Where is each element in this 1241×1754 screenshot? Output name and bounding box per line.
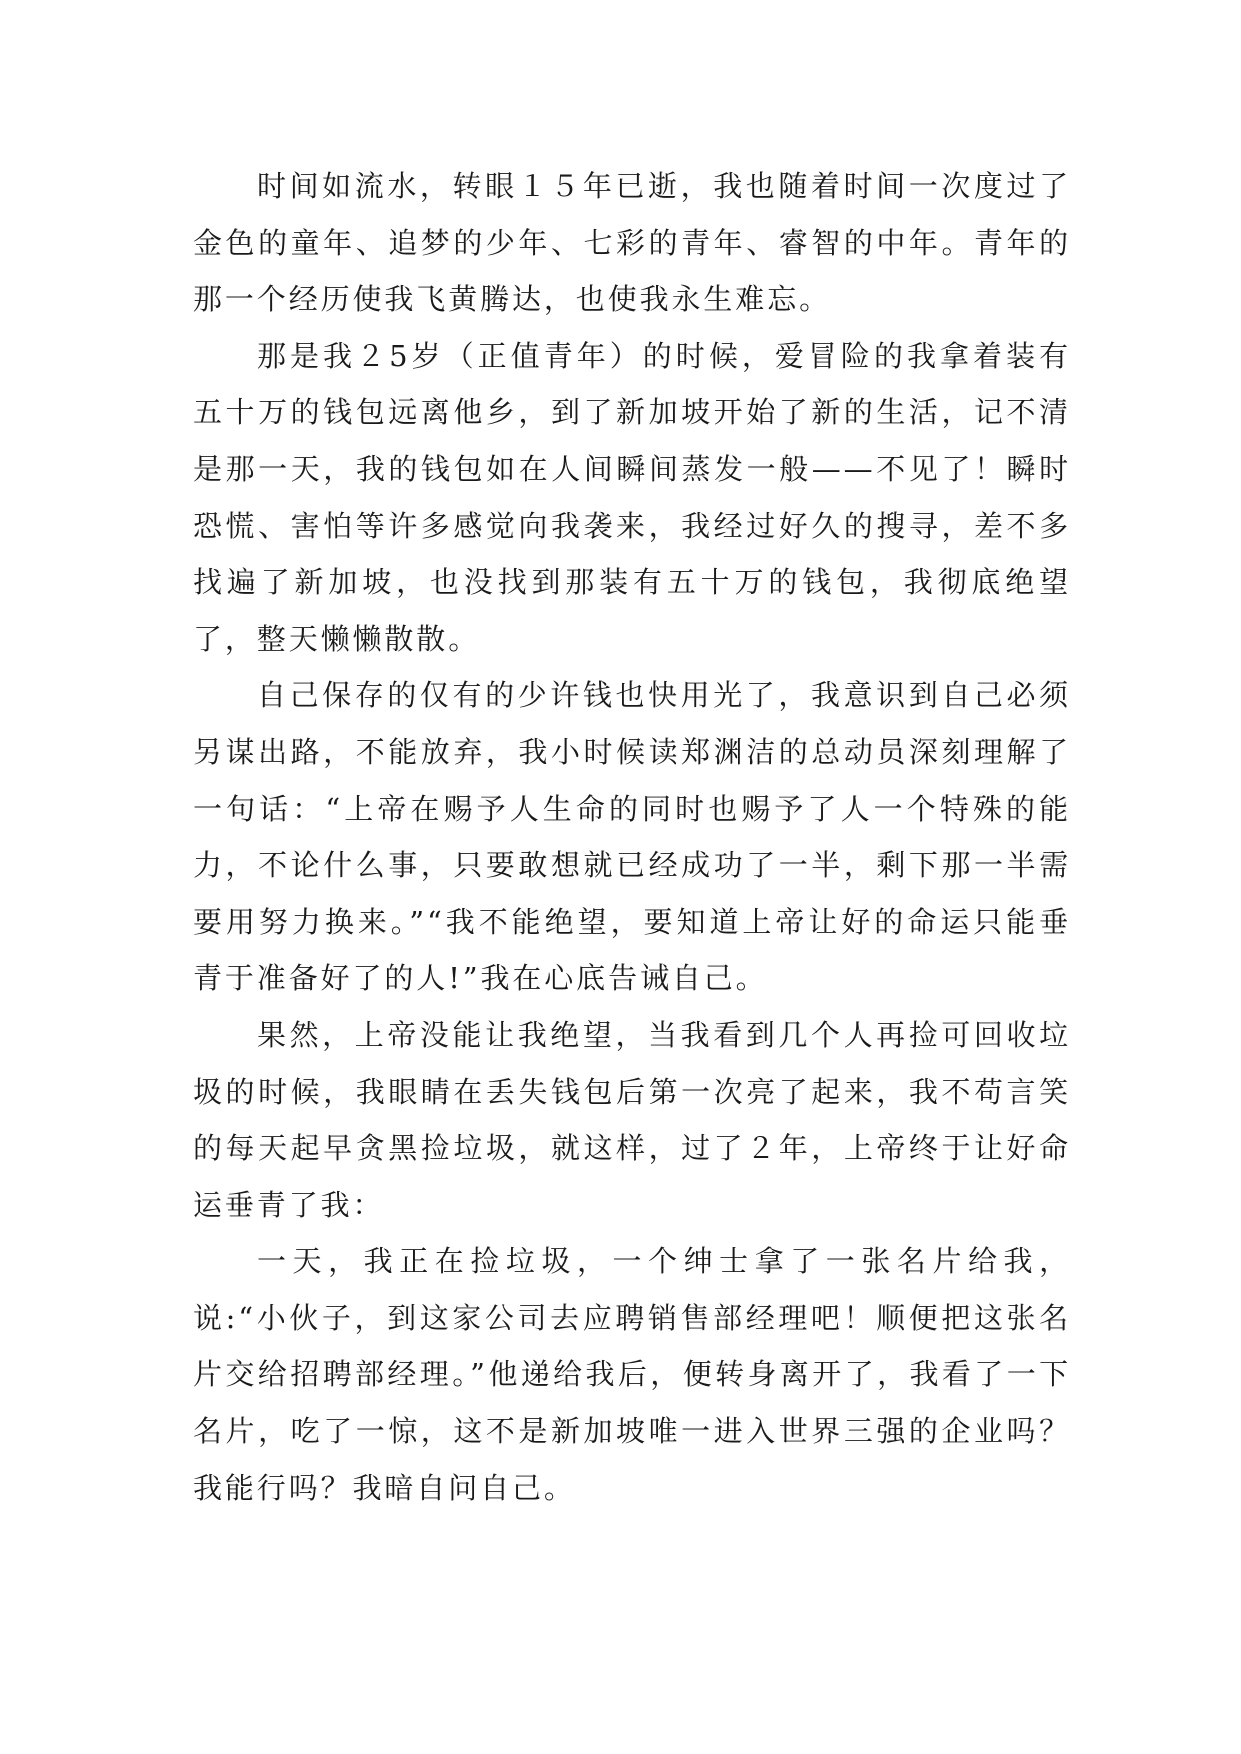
paragraph-1: 时间如流水，转眼１５年已逝，我也随着时间一次度过了金色的童年、追梦的少年、七彩的青年、睿智的中年。青年的那一个经历使我飞黄腾达，也使我永生难忘。 xyxy=(193,169,1071,317)
paragraph-4: 果然，上帝没能让我绝望，当我看到几个人再捡可回收垃圾的时候，我眼睛在丢失钱包后第一次亮了起来，我不苟言笑的每天起早贪黑捡垃圾，就这样，过了２年，上帝终于让好命运垂青了我： xyxy=(193,1017,1071,1222)
paragraph-5: 一天，我正在捡垃圾，一个绅士拿了一张名片给我，说:“小伙子，到这家公司去应聘销售部经理吧！顺便把这张名片交给招聘部经理。”他递给我后，便转身离开了，我看了一下名片，吃了一惊，这不是新加坡唯一进入世界三强的企业吗？我能行吗？我暗自问自己。 xyxy=(193,1244,1071,1505)
paragraph-3: 自己保存的仅有的少许钱也快用光了，我意识到自己必须另谋出路，不能放弃，我小时候读郑渊洁的总动员深刻理解了一句话：“上帝在赐予人生命的同时也赐予了人一个特殊的能力，不论什么事，只要敢想就已经成功了一半，剩下那一半需要用努力换来。”“我不能绝望，要知道上帝让好的命运只能垂青于准备好了的人!”我在心底告诫自己。 xyxy=(193,678,1071,996)
document-body xyxy=(193,158,1071,1516)
paragraph-2: 那是我２5岁（正值青年）的时候，爱冒险的我拿着装有五十万的钱包远离他乡，到了新加坡开始了新的生活，记不清是那一天，我的钱包如在人间瞬间蒸发一般——不见了！瞬时恐慌、害怕等许多感觉向我袭来，我经过好久的搜寻，差不多找遍了新加坡，也没找到那装有五十万的钱包，我彻底绝望了，整天懒懒散散。 xyxy=(193,338,1071,656)
